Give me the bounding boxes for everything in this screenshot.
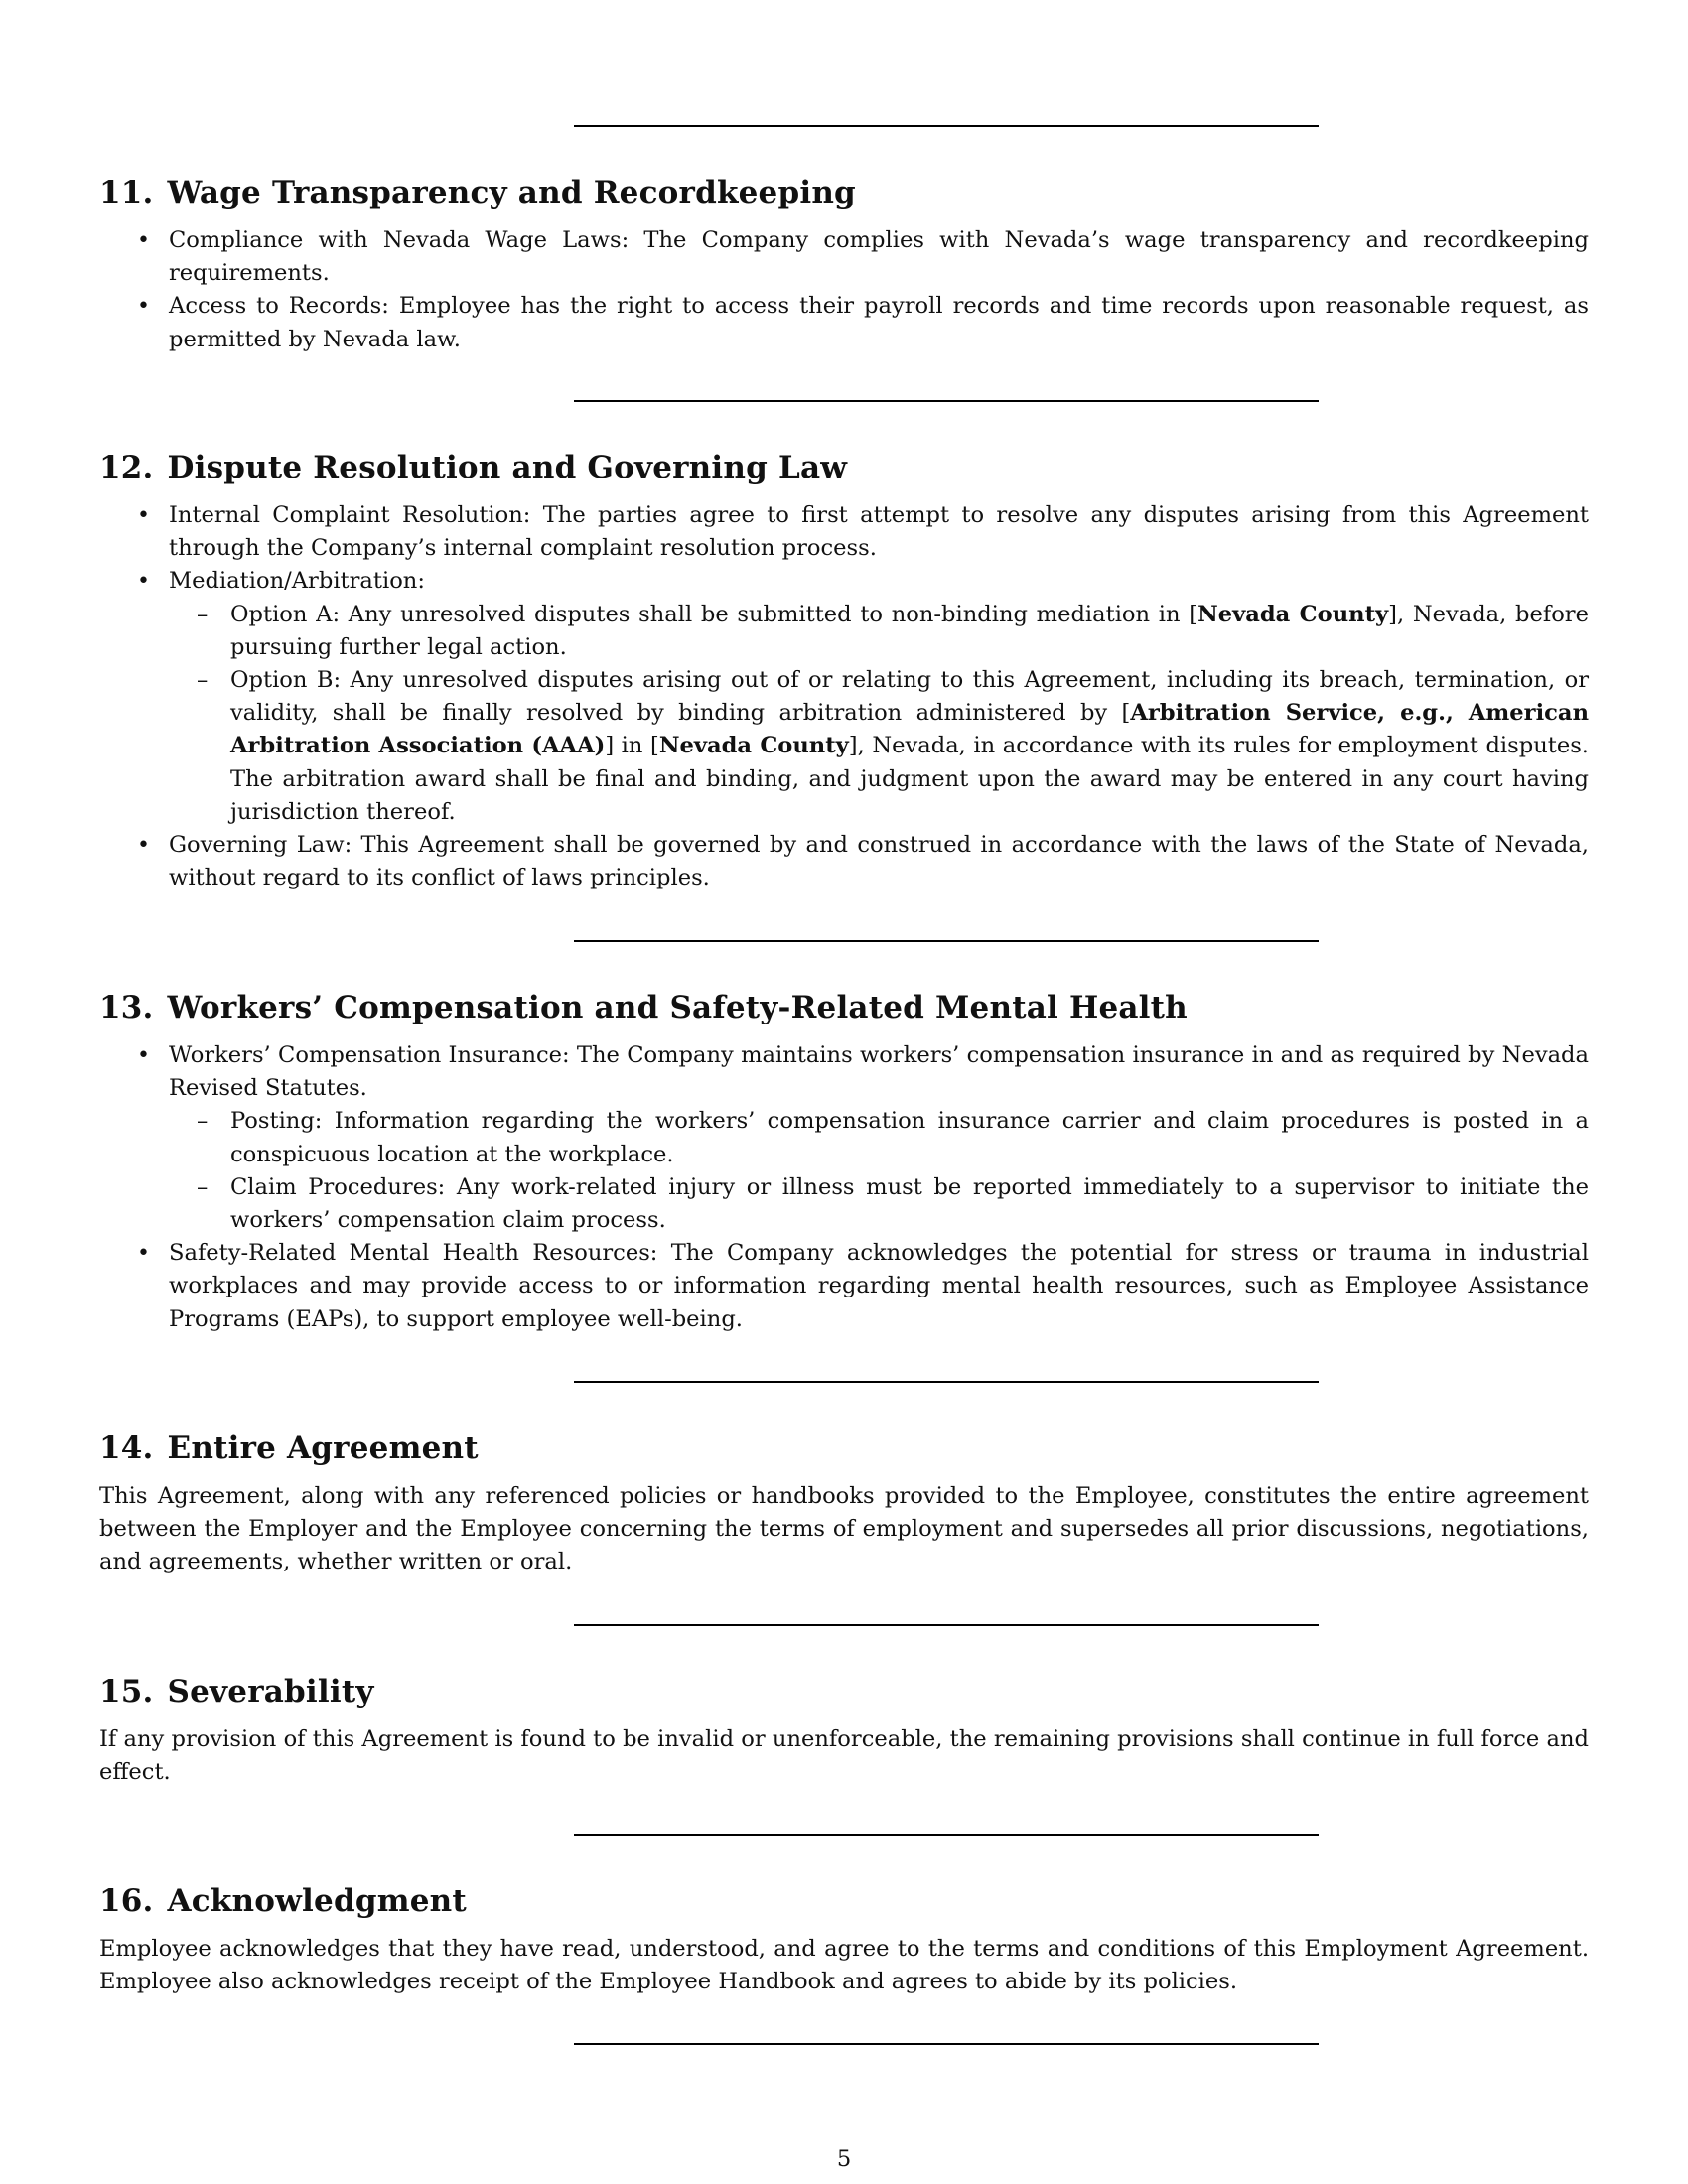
section-title: Dispute Resolution and Governing Law <box>167 450 848 485</box>
list-item: • Governing Law: This Agreement shall be governed by and construed in accordance with the laws of the State of Nevada, without regard to its conflict of laws principles. <box>99 829 1589 894</box>
section-16 <box>99 1881 1589 1998</box>
section-heading: 15. Severability <box>99 1674 374 1709</box>
sub-list <box>169 599 1589 829</box>
section-divider <box>574 940 1319 942</box>
section-divider <box>574 2043 1319 2045</box>
sub-list-item: – Option B: Any unresolved disputes arising out of or relating to this Agreement, including its breach, termination, or validity, shall be finally resolved by binding arbitration administered by [Arbitration Service, e.g., American Arbitration Association (AAA)] in [Nevada County], Nevada, in accordance with its rules for employment disputes. The arbitration award shall be final and binding, and judgment upon the award may be entered in any court having jurisdiction thereof. <box>99 664 1589 829</box>
list-item: • Compliance with Nevada Wage Laws: The Company complies with Nevada’s wage transparency and recordkeeping requirements. <box>99 224 1589 290</box>
sub-list-item: – Option A: Any unresolved disputes shall be submitted to non-binding mediation in [Nevada County], Nevada, before pursuing further legal action. <box>99 599 1589 664</box>
bullet-list <box>99 224 1589 356</box>
section-divider <box>574 125 1319 127</box>
document-page <box>99 0 1589 2184</box>
section-heading: 12. Dispute Resolution and Governing Law <box>99 450 848 485</box>
section-15 <box>99 1672 1589 1789</box>
section-body: Employee acknowledges that they have read, understood, and agree to the terms and conditions of this Employment Agreement. Employee also acknowledges receipt of the Employee Handbook and agrees to abide by its policies. <box>99 1936 1589 1995</box>
section-divider <box>574 1834 1319 1836</box>
section-title: Workers’ Compensation and Safety-Related Mental Health <box>167 990 1188 1025</box>
page-number: 5 <box>836 2146 852 2172</box>
section-title: Severability <box>167 1674 374 1709</box>
section-title: Entire Agreement <box>167 1431 479 1466</box>
section-heading: 16. Acknowledgment <box>99 1883 467 1919</box>
list-item: • Workers’ Compensation Insurance: The Company maintains workers’ compensation insurance in and as required by Nevada Revised Statutes. – Posting: Information regarding the workers’ compensation insurance carrier and claim procedures is posted in a conspicuous location at the workplace. – Claim Procedures: Any work-related injury or illness must be reported immediately to a supervisor to initiate the workers’ compensation claim process. <box>99 1039 1589 1237</box>
section-body: If any provision of this Agreement is found to be invalid or unenforceable, the remaining provisions shall continue in full force and effect. <box>99 1726 1589 1786</box>
section-heading: 14. Entire Agreement <box>99 1431 479 1466</box>
list-item: • Safety-Related Mental Health Resources: The Company acknowledges the potential for stress or trauma in industrial workplaces and may provide access to or information regarding mental health resources, such as Employee Assistance Programs (EAPs), to support employee well-being. <box>99 1237 1589 1336</box>
bullet-list <box>99 499 1589 894</box>
sub-list-item: – Claim Procedures: Any work-related injury or illness must be reported immediately to a supervisor to initiate the workers’ compensation claim process. <box>99 1171 1589 1237</box>
section-body: This Agreement, along with any referenced policies or handbooks provided to the Employee, constitutes the entire agreement between the Employer and the Employee concerning the terms of employment and supersedes all prior discussions, negotiations, and agreements, whether written or oral. <box>99 1483 1589 1575</box>
list-item: • Access to Records: Employee has the right to access their payroll records and time records upon reasonable request, as permitted by Nevada law. <box>99 290 1589 355</box>
sub-list <box>169 1105 1589 1237</box>
section-divider <box>574 1624 1319 1626</box>
list-item: • Internal Complaint Resolution: The parties agree to first attempt to resolve any disputes arising from this Agreement through the Company’s internal complaint resolution process. <box>99 499 1589 565</box>
bullet-list <box>99 1039 1589 1336</box>
section-title: Wage Transparency and Recordkeeping <box>167 175 856 210</box>
section-13 <box>99 988 1589 1336</box>
section-11 <box>99 173 1589 356</box>
section-divider <box>574 400 1319 402</box>
section-heading: 11. Wage Transparency and Recordkeeping <box>99 175 856 210</box>
section-divider <box>574 1381 1319 1383</box>
section-title: Acknowledgment <box>167 1883 467 1919</box>
section-14 <box>99 1429 1589 1579</box>
section-12 <box>99 448 1589 894</box>
list-item: • Mediation/Arbitration: – Option A: Any unresolved disputes shall be submitted to non-binding mediation in [Nevada County], Nevada, before pursuing further legal action. – Option B: Any unresolved disputes arising out of or relating to this Agreement, including its breach, termination, or validity, shall be finally resolved by binding arbitration administered by [Arbitration Service, e.g., American Arbitration Association (AAA)] in [Nevada County], Nevada, in accordance with its rules for employment disputes. The arbitration award shall be final and binding, and judgment upon the award may be entered in any court having jurisdiction thereof. <box>99 565 1589 829</box>
sub-list-item: – Posting: Information regarding the workers’ compensation insurance carrier and claim procedures is posted in a conspicuous location at the workplace. <box>99 1105 1589 1170</box>
section-heading: 13. Workers’ Compensation and Safety-Related Mental Health <box>99 990 1188 1025</box>
